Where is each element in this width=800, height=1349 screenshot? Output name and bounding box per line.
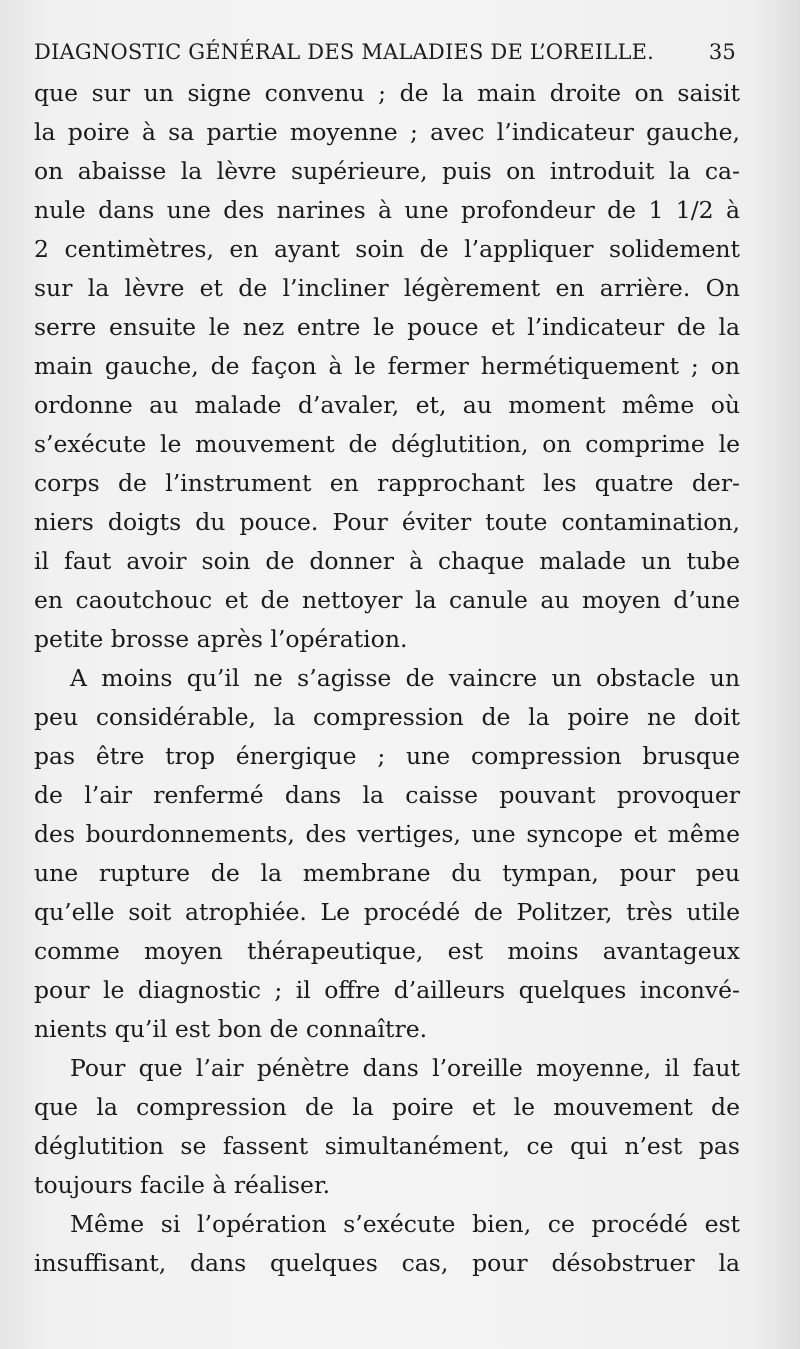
text-line: Pour que l’air pénètre dans l’oreille moyenne, il faut <box>70 1054 740 1082</box>
body-text <box>34 74 740 1283</box>
text-line: nients qu’il est bon de connaître. <box>34 1015 428 1043</box>
text-line: pas être trop énergique ; une compression brusque <box>34 742 740 770</box>
text-line: il faut avoir soin de donner à chaque malade un tube <box>34 547 740 575</box>
text-line: s’exécute le mouvement de déglutition, on comprime le <box>34 430 740 458</box>
page-number: 35 <box>708 40 736 64</box>
text-line: peu considérable, la compression de la poire ne doit <box>34 703 740 731</box>
text-line: que sur un signe convenu ; de la main droite on saisit <box>34 79 740 107</box>
text-line: insuffisant, dans quelques cas, pour désobstruer la <box>34 1249 740 1277</box>
text-line: sur la lèvre et de l’incliner légèrement en arrière. On <box>34 274 740 302</box>
text-line: 2 centimètres, en ayant soin de l’appliquer solidement <box>34 235 740 263</box>
paragraph-1 <box>34 74 740 659</box>
text-line: ordonne au malade d’avaler, et, au moment même où <box>34 391 740 419</box>
text-line: main gauche, de façon à le fermer hermétiquement ; on <box>34 352 740 380</box>
header-title: DIAGNOSTIC GÉNÉRAL DES MALADIES DE L’OREILLE. <box>34 40 655 64</box>
text-line: corps de l’instrument en rapprochant les quatre der- <box>34 469 740 497</box>
text-line: de l’air renfermé dans la caisse pouvant provoquer <box>34 781 740 809</box>
text-line: des bourdonnements, des vertiges, une syncope et même <box>34 820 740 848</box>
text-line: pour le diagnostic ; il offre d’ailleurs quelques inconvé- <box>34 976 740 1004</box>
text-line: comme moyen thérapeutique, est moins avantageux <box>34 937 740 965</box>
text-line: que la compression de la poire et le mouvement de <box>34 1093 740 1121</box>
text-line: petite brosse après l’opération. <box>34 625 408 653</box>
text-line: nule dans une des narines à une profondeur de 1 1/2 à <box>34 196 740 224</box>
text-line: serre ensuite le nez entre le pouce et l’indicateur de la <box>34 313 740 341</box>
text-line: déglutition se fassent simultanément, ce qui n’est pas <box>34 1132 740 1160</box>
paragraph-2 <box>34 659 740 1049</box>
text-line: niers doigts du pouce. Pour éviter toute contamination, <box>34 508 740 536</box>
paragraph-3 <box>34 1049 740 1205</box>
text-line: A moins qu’il ne s’agisse de vaincre un obstacle un <box>70 664 740 692</box>
text-line: en caoutchouc et de nettoyer la canule au moyen d’une <box>34 586 740 614</box>
running-header <box>34 30 740 64</box>
text-line: on abaisse la lèvre supérieure, puis on introduit la ca- <box>34 157 740 185</box>
text-line: qu’elle soit atrophiée. Le procédé de Politzer, très utile <box>34 898 740 926</box>
text-line: une rupture de la membrane du tympan, pour peu <box>34 859 740 887</box>
text-line: toujours facile à réaliser. <box>34 1171 331 1199</box>
text-line: la poire à sa partie moyenne ; avec l’indicateur gauche, <box>34 118 740 146</box>
text-line: Même si l’opération s’exécute bien, ce procédé est <box>70 1210 740 1238</box>
paragraph-4 <box>34 1205 740 1283</box>
